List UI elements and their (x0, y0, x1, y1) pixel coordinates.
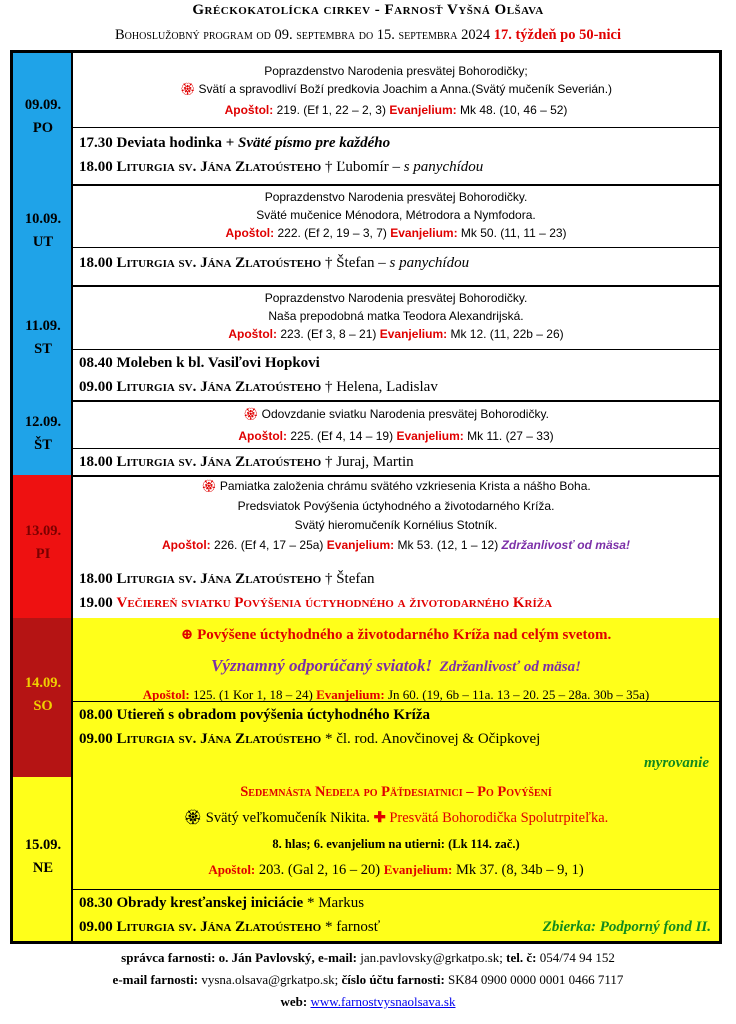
day-schedule (73, 251, 719, 275)
day-weekday: PO (32, 120, 54, 136)
day-monday (13, 53, 719, 184)
day-weekday: ŠT (34, 437, 52, 453)
schedule-row: 18.00 Liturgia sv. Jána Zlatoústeho † Štefan – s panychídou (79, 255, 470, 271)
day-label (13, 837, 73, 877)
day-liturgical-info (73, 779, 719, 883)
feast-title: ⊕ Povýšene úctyhodného a životodarného Kríža nad celým svetom. (180, 627, 612, 643)
info-line: Sväté mučenice Ménodora, Métrodora a Nymfodora. (256, 208, 536, 222)
schedule-row: 18.00 Liturgia sv. Jána Zlatoústeho † Štefan (79, 571, 375, 587)
day-liturgical-info (73, 289, 719, 343)
day-date: 13.09. (24, 523, 62, 539)
myrovanie-note: myrovanie (644, 755, 709, 771)
day-sunday (13, 777, 719, 941)
info-line: 🏵︎ Svätí a spravodliví Boží predkovia Joachim a Anna.(Svätý mučeník Severián.) (179, 82, 613, 96)
day-weekday: NE (32, 860, 54, 876)
readings-line: Apoštol: 223. (Ef 3, 8 – 21) Evanjelium: Mk 12. (11, 22b – 26) (228, 327, 564, 341)
feast-symbol-icon: 🏵︎ (243, 407, 259, 421)
day-label (13, 318, 73, 358)
day-schedule (73, 567, 719, 615)
day-liturgical-info (73, 405, 719, 445)
red-cross-icon: ✚ (373, 810, 386, 826)
schedule-row: 08.40 Moleben k bl. Vasiľovi Hopkovi (79, 355, 320, 371)
tone-line: 8. hlas; 6. evanjelium na utierni: (Lk 114. zač.) (272, 837, 520, 851)
info-line: 🏵︎ Pamiatka založenia chrámu svätého vzkriesenia Krista a nášho Boha. (201, 479, 591, 493)
info-line: 🏵︎ Odovzdanie sviatku Narodenia presvätej Bohorodičky. (243, 407, 549, 421)
day-label (13, 675, 73, 715)
feast-symbol-icon: 🏵︎ (179, 82, 196, 96)
day-liturgical-info (73, 62, 719, 119)
day-date: 14.09. (24, 675, 62, 691)
day-weekday: ST (34, 341, 52, 357)
day-date: 15.09. (24, 837, 62, 853)
info-line: Poprazdenstvo Narodenia presvätej Bohorodičky. (264, 291, 528, 305)
collection-note: Zbierka: Podporný fond II. (542, 919, 711, 935)
schedule-row: 09.00 Liturgia sv. Jána Zlatoústeho † Helena, Ladislav (79, 379, 438, 395)
feast-symbol-icon: 🏵︎ (183, 810, 203, 826)
info-line: Predsviatok Povýšenia úctyhodného a životodarného Kríža. (237, 498, 555, 513)
day-friday (13, 475, 719, 618)
day-weekday: UT (32, 234, 54, 250)
day-schedule (73, 351, 719, 399)
fasting-note: Zdržanlivosť od mäsa! (501, 537, 630, 552)
day-label (13, 211, 73, 251)
info-line: Poprazdenstvo Narodenia presvätej Bohorodičky. (264, 190, 528, 204)
schedule-table (10, 50, 722, 944)
day-label (13, 414, 73, 454)
info-line: Svätý hieromučeník Kornélius Stotník. (294, 518, 498, 532)
schedule-row: 19.00 Večiereň sviatku Povýšenia úctyhodného a životodarného Kríža (79, 595, 553, 611)
day-date: 11.09. (25, 318, 61, 334)
readings-line: Apoštol: 226. (Ef 4, 17 – 25a) Evanjelium: Mk 53. (12, 1 – 12) Zdržanlivosť od mäsa! (162, 537, 630, 552)
schedule-row: 09.00 Liturgia sv. Jána Zlatoústeho * čl. rod. Anovčinovej & Očipkovej (79, 731, 541, 747)
feast-note-line: Významný odporúčaný sviatok! Zdržanlivosť od mäsa! (211, 656, 581, 675)
footer-account: e-mail farnosti: vysna.olsava@grkatpo.sk; číslo účtu farnosti: SK84 0900 0000 0001 0466 7117 (112, 972, 624, 987)
day-date: 10.09. (24, 211, 62, 227)
day-schedule (73, 131, 719, 179)
day-schedule (73, 450, 719, 474)
readings-line: Apoštol: 225. (Ef 4, 14 – 19) Evanjelium: Mk 11. (27 – 33) (238, 429, 554, 443)
day-date: 12.09. (24, 414, 62, 430)
readings-line: Apoštol: 203. (Gal 2, 16 – 20) Evanjelium: Mk 37. (8, 34b – 9, 1) (208, 862, 584, 878)
schedule-row: 09.00 Liturgia sv. Jána Zlatoústeho * farnosť Zbierka: Podporný fond II. (79, 915, 719, 939)
day-weekday: PI (35, 546, 51, 562)
readings-line: Apoštol: 222. (Ef 2, 19 – 3, 7) Evanjelium: Mk 50. (11, 11 – 23) (225, 226, 567, 240)
day-thursday (13, 400, 719, 475)
website-link[interactable]: www.farnostvysnaolsava.sk (310, 994, 456, 1009)
day-liturgical-info (73, 622, 719, 708)
saints-line: 🏵︎ Svätý veľkomučeník Nikita. ✚ Presvätá Bohorodička Spolutrpiteľka. (183, 810, 609, 826)
schedule-row: 18.00 Liturgia sv. Jána Zlatoústeho † Ľubomír – s panychídou (79, 159, 484, 175)
cross-circle-icon: ⊕ (180, 627, 194, 643)
sunday-title: Sedemnásta Nedeľa po Päťdesiatnici – Po Povýšení (240, 784, 552, 800)
day-label (13, 97, 73, 137)
schedule-row: 08.00 Utiereň s obradom povýšenia úctyhodného Kríža (79, 707, 430, 723)
day-wednesday (13, 285, 719, 400)
day-schedule (73, 703, 719, 775)
day-liturgical-info (73, 477, 719, 555)
week-label: 17. týždeň po 50-nici (493, 27, 621, 43)
schedule-row: 18.00 Liturgia sv. Jána Zlatoústeho † Juraj, Martin (79, 454, 414, 470)
day-schedule (73, 891, 719, 939)
schedule-row: 08.30 Obrady kresťanskej iniciácie * Markus (79, 895, 365, 911)
readings-line: Apoštol: 125. (1 Kor 1, 18 – 24) Evanjelium: Jn 60. (19, 6b – 11a. 13 – 20. 25 – 28a. 30b – 35a) (142, 687, 650, 702)
footer-contact: správca farnosti: o. Ján Pavlovský, e-mail: jan.pavlovsky@grkatpo.sk; tel. č: 054/74 94 152 (121, 950, 615, 965)
day-label (13, 523, 73, 563)
page-title: Gréckokatolícka cirkev - Farnosť Vyšná Olšava (192, 2, 544, 18)
day-weekday: SO (33, 698, 53, 714)
info-line: Naša prepodobná matka Teodora Alexandrijská. (268, 309, 524, 323)
program-range: Bohoslužobný program od 09. septembra do 15. septembra 2024 (115, 27, 491, 43)
schedule-row: 17.30 Deviata hodinka + Sväté písmo pre každého (79, 135, 391, 151)
readings-line: Apoštol: 219. (Ef 1, 22 – 2, 3) Evanjelium: Mk 48. (10, 46 – 52) (224, 103, 568, 117)
feast-symbol-icon: 🏵︎ (201, 479, 217, 493)
day-liturgical-info (73, 188, 719, 242)
footer-web: web: www.farnostvysnaolsava.sk (280, 994, 456, 1009)
day-tuesday (13, 184, 719, 285)
info-line: Poprazdenstvo Narodenia presvätej Bohorodičky; (264, 64, 528, 78)
day-date: 09.09. (24, 97, 62, 113)
program-subtitle (0, 27, 736, 44)
day-saturday (13, 618, 719, 777)
